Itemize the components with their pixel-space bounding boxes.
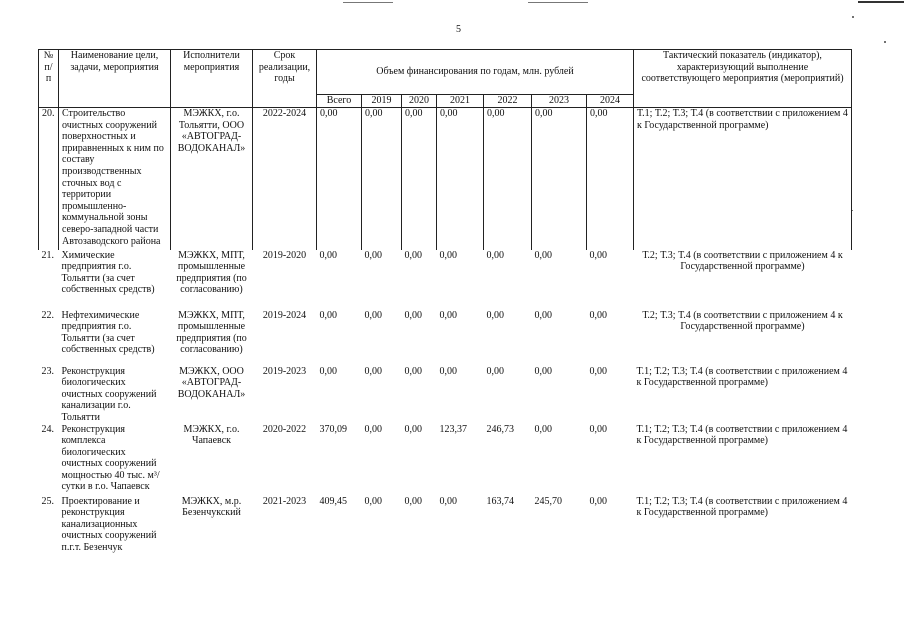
table-row <box>39 310 852 366</box>
row-value-2023: 0,00 <box>534 423 552 435</box>
row-value-2023: 0,00 <box>532 108 587 250</box>
table-row <box>39 250 852 310</box>
table-row <box>39 496 852 556</box>
row-value-2024: 0,00 <box>589 309 607 321</box>
row-number: 20. <box>39 108 59 250</box>
row-indicator: Т.1; Т.2; Т.3; Т.4 (в соответствии с приложением 4 к Государственной программе) <box>636 365 848 389</box>
row-indicator: Т.1; Т.2; Т.3; Т.4 (в соответствии с приложением 4 к Государственной программе) <box>634 108 852 250</box>
header-year-2023: 2023 <box>532 95 587 108</box>
row-value-2020: 0,00 <box>402 108 437 250</box>
row-value-2019: 0,00 <box>362 108 402 250</box>
row-value-total: 0,00 <box>319 249 337 261</box>
row-value-2019: 0,00 <box>364 423 382 435</box>
row-number: 25. <box>41 495 54 507</box>
row-value-2021: 123,37 <box>439 423 467 435</box>
row-value-2023: 0,00 <box>534 309 552 321</box>
row-executors: МЭЖКХ, ООО «АВТОГРАД-ВОДОКАНАЛ» <box>177 365 246 400</box>
row-name: Реконструкция комплекса биологических очистных сооружений мощностью 40 тыс. м³/сутки в г.о. Чапаевск <box>61 423 160 493</box>
header-year-2019: 2019 <box>362 95 402 108</box>
scan-speck <box>884 41 886 43</box>
row-value-2020: 0,00 <box>404 309 422 321</box>
row-term: 2022-2024 <box>253 108 317 250</box>
row-value-2022: 0,00 <box>484 108 532 250</box>
row-number: 21. <box>41 249 54 261</box>
row-value-2021: 0,00 <box>439 309 457 321</box>
row-value-total: 0,00 <box>319 365 337 377</box>
row-value-2024: 0,00 <box>589 365 607 377</box>
row-value-2022: 246,73 <box>486 423 514 435</box>
row-number: 24. <box>41 423 54 435</box>
table-row <box>39 366 852 424</box>
row-term: 2019-2020 <box>262 249 307 261</box>
scan-mark-top <box>528 2 588 3</box>
scan-speck <box>852 16 854 18</box>
table-row <box>39 424 852 496</box>
row-value-2019: 0,00 <box>364 365 382 377</box>
row-value-2023: 0,00 <box>534 249 552 261</box>
row-value-2022: 0,00 <box>486 365 504 377</box>
header-name: Наименование цели, задачи, мероприятия <box>59 50 171 108</box>
row-value-2019: 0,00 <box>364 249 382 261</box>
row-value-2022: 0,00 <box>486 309 504 321</box>
row-value-2022: 163,74 <box>486 495 514 507</box>
header-executors: Исполнители мероприятия <box>171 50 253 108</box>
header-num: № п/п <box>39 50 59 108</box>
row-executors: МЭЖКХ, м.р. Безенчукский <box>181 495 242 519</box>
table-header <box>39 50 852 108</box>
header-year-total: Всего <box>317 95 362 108</box>
header-year-2020: 2020 <box>402 95 437 108</box>
row-value-total: 0,00 <box>319 309 337 321</box>
row-value-2024: 0,00 <box>587 108 634 250</box>
row-value-2020: 0,00 <box>404 249 422 261</box>
row-term: 2021-2023 <box>262 495 307 507</box>
page-number: 5 <box>456 24 461 35</box>
row-indicator: Т.2; Т.3; Т.4 (в соответствии с приложением 4 к Государственной программе) <box>642 309 843 333</box>
header-term: Срок реализации, годы <box>253 50 317 108</box>
row-name: Реконструкция биологических очистных сооружений канализации г.о. Тольятти <box>61 365 157 423</box>
row-value-2021: 0,00 <box>437 108 484 250</box>
header-volume: Объем финансирования по годам, млн. рублей <box>317 50 634 95</box>
row-name: Нефтехимические предприятия г.о. Тольятти (за счет собственных средств) <box>61 309 155 356</box>
scan-speck <box>852 210 853 211</box>
row-value-2020: 0,00 <box>404 495 422 507</box>
row-name: Проектирование и реконструкция канализационных очистных сооружений п.г.т. Безенчук <box>61 495 157 553</box>
scan-mark-top <box>858 1 904 3</box>
row-executors: МЭЖКХ, г.о. Тольятти, ООО «АВТОГРАД-ВОДОКАНАЛ» <box>171 108 253 250</box>
row-value-2020: 0,00 <box>404 423 422 435</box>
row-value-2020: 0,00 <box>404 365 422 377</box>
row-executors: МЭЖКХ, МПТ, промышленные предприятия (по согласованию) <box>176 249 247 296</box>
row-number: 23. <box>41 365 54 377</box>
table-body <box>39 108 852 556</box>
row-value-total: 409,45 <box>319 495 347 507</box>
row-executors: МЭЖКХ, г.о. Чапаевск <box>183 423 240 447</box>
row-indicator: Т.2; Т.3; Т.4 (в соответствии с приложением 4 к Государственной программе) <box>642 249 843 273</box>
row-value-2024: 0,00 <box>589 249 607 261</box>
row-value-2023: 0,00 <box>534 365 552 377</box>
header-year-2021: 2021 <box>437 95 484 108</box>
row-value-2021: 0,00 <box>439 365 457 377</box>
row-value-total: 0,00 <box>317 108 362 250</box>
row-value-2021: 0,00 <box>439 249 457 261</box>
row-value-2021: 0,00 <box>439 495 457 507</box>
row-term: 2019-2024 <box>262 309 307 321</box>
header-year-2022: 2022 <box>484 95 532 108</box>
row-term: 2019-2023 <box>262 365 307 377</box>
row-value-2019: 0,00 <box>364 495 382 507</box>
row-executors: МЭЖКХ, МПТ, промышленные предприятия (по согласованию) <box>176 309 247 356</box>
row-number: 22. <box>41 309 54 321</box>
row-term: 2020-2022 <box>262 423 307 435</box>
row-value-2024: 0,00 <box>589 495 607 507</box>
financing-table <box>38 49 852 556</box>
header-year-2024: 2024 <box>587 95 634 108</box>
table-row <box>39 108 852 250</box>
row-indicator: Т.1; Т.2; Т.3; Т.4 (в соответствии с приложением 4 к Государственной программе) <box>636 423 848 447</box>
row-name: Строительство очистных сооружений поверхностных и приравненных к ним по составу производственных сточных вод с территории промышленно-коммунальной зоны северо-западной части Автозаводского района <box>59 108 171 250</box>
header-indicator: Тактический показатель (индикатор), характеризующий выполнение соответствующего мероприятия (мероприятий) <box>634 50 852 108</box>
scan-mark-top <box>343 2 393 3</box>
row-value-2024: 0,00 <box>589 423 607 435</box>
row-value-total: 370,09 <box>319 423 347 435</box>
row-indicator: Т.1; Т.2; Т.3; Т.4 (в соответствии с приложением 4 к Государственной программе) <box>636 495 848 519</box>
row-value-2022: 0,00 <box>486 249 504 261</box>
row-name: Химические предприятия г.о. Тольятти (за счет собственных средств) <box>61 249 155 296</box>
row-value-2019: 0,00 <box>364 309 382 321</box>
row-value-2023: 245,70 <box>534 495 562 507</box>
